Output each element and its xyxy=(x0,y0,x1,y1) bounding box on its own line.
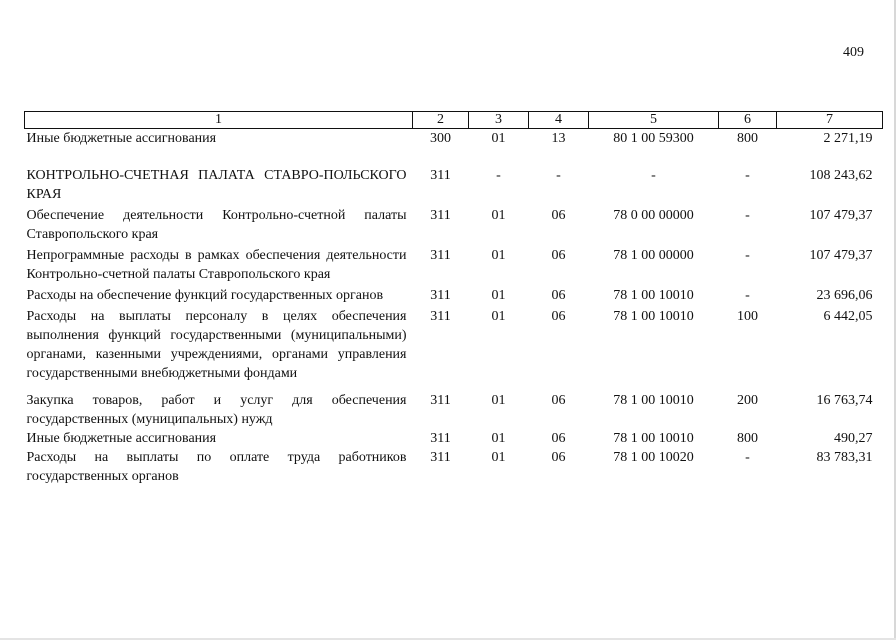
table-row xyxy=(25,204,883,244)
row-name: Расходы на обеспечение функций государственных органов xyxy=(26,288,384,303)
row-code-3: 01 xyxy=(491,248,506,263)
column-header-2: 2 xyxy=(413,112,469,129)
row-code-4: 06 xyxy=(551,309,566,324)
row-code-6: - xyxy=(745,288,750,303)
row-code-3: 01 xyxy=(491,288,506,303)
row-code-6: 100 xyxy=(737,309,758,324)
row-code-6: 800 xyxy=(737,431,758,446)
row-code-2: 311 xyxy=(430,450,451,465)
row-code-4: 06 xyxy=(551,248,566,263)
table-row xyxy=(25,244,883,284)
row-code-2: 311 xyxy=(430,309,451,324)
column-header-4: 4 xyxy=(529,112,589,129)
budget-table xyxy=(24,111,883,486)
row-code-4: 06 xyxy=(551,208,566,223)
row-amount: 107 479,37 xyxy=(809,248,873,263)
table-row xyxy=(25,383,883,429)
row-code-5: 78 1 00 10010 xyxy=(613,431,694,446)
row-amount: 83 783,31 xyxy=(816,450,873,465)
table-row xyxy=(25,305,883,383)
row-code-3: 01 xyxy=(491,393,506,408)
row-code-6: - xyxy=(745,208,750,223)
row-code-5: 78 1 00 10010 xyxy=(613,309,694,324)
row-code-5: 78 1 00 10010 xyxy=(613,288,694,303)
row-code-3: 01 xyxy=(491,450,506,465)
row-code-3: 01 xyxy=(491,431,506,446)
row-code-6: - xyxy=(745,450,750,465)
row-code-5: 78 1 00 10010 xyxy=(613,393,694,408)
row-code-2: 311 xyxy=(430,168,451,183)
row-code-2: 311 xyxy=(430,208,451,223)
row-code-4: - xyxy=(556,168,561,183)
row-amount: 23 696,06 xyxy=(816,288,873,303)
row-code-5: 78 1 00 00000 xyxy=(613,248,694,263)
row-code-3: 01 xyxy=(491,131,506,146)
column-header-7: 7 xyxy=(777,112,883,129)
row-code-5: - xyxy=(651,168,656,183)
page-number: 409 xyxy=(843,45,864,60)
row-code-4: 06 xyxy=(551,393,566,408)
row-amount: 107 479,37 xyxy=(809,208,873,223)
column-header-3: 3 xyxy=(469,112,529,129)
row-amount: 2 271,19 xyxy=(823,131,873,146)
row-amount: 16 763,74 xyxy=(816,393,873,408)
row-code-5: 78 1 00 10020 xyxy=(613,450,694,465)
table-row xyxy=(25,148,883,204)
row-code-3: 01 xyxy=(491,208,506,223)
row-name: Расходы на выплаты по оплате труда работников государственных органов xyxy=(26,450,407,484)
row-amount: 490,27 xyxy=(834,431,873,446)
row-name: Непрограммные расходы в рамках обеспечения деятельности Контрольно-счетной палаты Ставропольского края xyxy=(26,248,407,282)
row-code-3: - xyxy=(496,168,501,183)
row-code-4: 13 xyxy=(551,131,566,146)
row-code-5: 80 1 00 59300 xyxy=(613,131,694,146)
table-row xyxy=(25,129,883,149)
table-row xyxy=(25,284,883,305)
row-code-5: 78 0 00 00000 xyxy=(613,208,694,223)
row-code-2: 311 xyxy=(430,288,451,303)
table-header-row xyxy=(25,112,883,129)
row-code-4: 06 xyxy=(551,431,566,446)
row-name: КОНТРОЛЬНО-СЧЕТНАЯ ПАЛАТА СТАВРО-ПОЛЬСКОГО КРАЯ xyxy=(26,168,407,202)
row-code-2: 311 xyxy=(430,431,451,446)
row-code-2: 311 xyxy=(430,393,451,408)
table-row xyxy=(25,448,883,486)
row-code-6: - xyxy=(745,248,750,263)
column-header-5: 5 xyxy=(589,112,719,129)
row-amount: 6 442,05 xyxy=(823,309,873,324)
row-name: Расходы на выплаты персоналу в целях обеспечения выполнения функций государственными (муниципальными) органами, казенными учреждениями, органами управления государственными внебюджетными фондами xyxy=(26,309,407,381)
column-header-1: 1 xyxy=(25,112,413,129)
row-name: Обеспечение деятельности Контрольно-счетной палаты Ставропольского края xyxy=(26,208,407,242)
row-name: Иные бюджетные ассигнования xyxy=(26,431,217,446)
row-code-2: 300 xyxy=(430,131,451,146)
row-code-4: 06 xyxy=(551,450,566,465)
row-code-6: - xyxy=(745,168,750,183)
row-code-6: 800 xyxy=(737,131,758,146)
row-code-6: 200 xyxy=(737,393,758,408)
table-row xyxy=(25,429,883,448)
column-header-6: 6 xyxy=(719,112,777,129)
row-code-3: 01 xyxy=(491,309,506,324)
row-code-4: 06 xyxy=(551,288,566,303)
row-amount: 108 243,62 xyxy=(809,168,873,183)
row-name: Иные бюджетные ассигнования xyxy=(26,131,217,146)
row-name: Закупка товаров, работ и услуг для обеспечения государственных (муниципальных) нужд xyxy=(26,393,407,427)
row-code-2: 311 xyxy=(430,248,451,263)
